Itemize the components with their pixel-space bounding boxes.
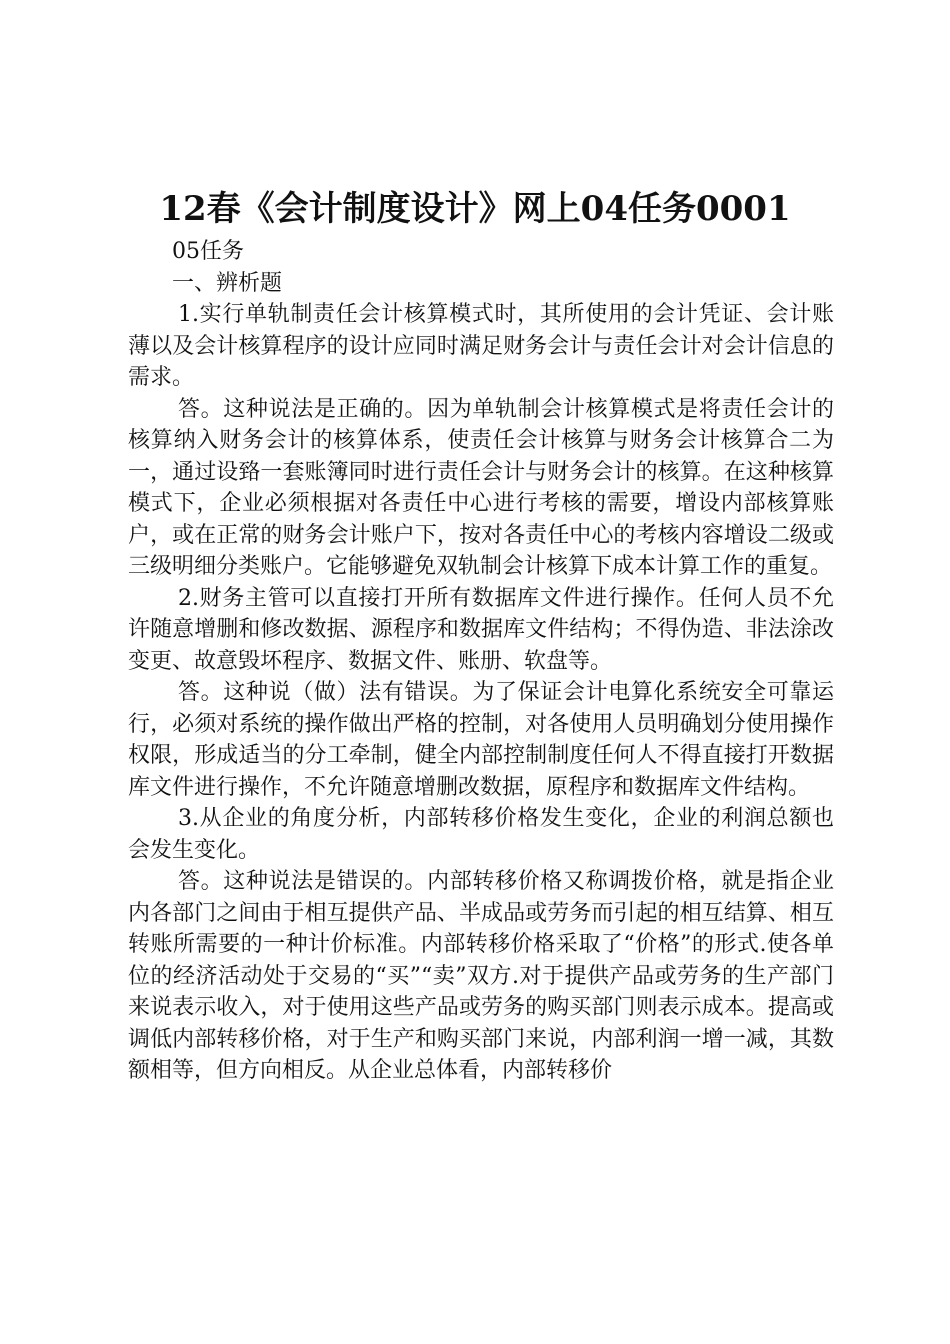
answer-2: 答。这种说（做）法有错误。为了保证会计电算化系统安全可靠运行，必须对系统的操作做出严格的控制，对各使用人员明确划分使用操作权限，形成适当的分工牵制，健全内部控制制度任何人不得直接打开数据库文件进行操作，不允许随意增删改数据，原程序和数据库文件结构。 [128,680,834,800]
section-heading: 一、辨析题 [172,270,283,296]
question-2: 2.财务主管可以直接打开所有数据库文件进行操作。任何人员不允许随意增删和修改数据、源程序和数据库文件结构；不得伪造、非法涂改变更、故意毁坏程序、数据文件、账册、软盘等。 [128,585,834,674]
question-3: 3.从企业的角度分析，内部转移价格发生变化，企业的利润总额也会发生变化。 [128,806,834,863]
document-body [128,236,834,1087]
document-title: 12春《会计制度设计》网上04任务0001 [159,189,791,229]
question-1: 1.实行单轨制责任会计核算模式时，其所使用的会计凭证、会计账薄以及会计核算程序的设计应同时满足财务会计与责任会计对会计信息的需求。 [128,302,834,390]
answer-3: 答。这种说法是错误的。内部转移价格又称调拨价格，就是指企业内各部门之间由于相互提供产品、半成品或劳务而引起的相互结算、相互转账所需要的一种计价标准。内部转移价格采取了“价格”的形式.使各单位的经济活动处于交易的“买”“卖”双方.对于提供产品或劳务的生产部门来说表示收入，对于使用这些产品或劳务的购买部门则表示成本。提高或调低内部转移价格，对于生产和购买部门来说，内部利润一增一减，其数额相等，但方向相反。从企业总体看，内部转移价 [128,869,834,1083]
answer-1: 答。这种说法是正确的。因为单轨制会计核算模式是将责任会计的核算纳入财务会计的核算体系，使责任会计核算与财务会计核算合二为一，通过设臵一套账簿同时进行责任会计与财务会计的核算。在这种核算模式下，企业必须根据对各责任中心进行考核的需要，增设内部核算账户，或在正常的财务会计账户下，按对各责任中心的考核内容增设二级或三级明细分类账户。它能够避免双轨制会计核算下成本计算工作的重复。 [128,396,834,579]
task-number: 05任务 [172,239,244,264]
